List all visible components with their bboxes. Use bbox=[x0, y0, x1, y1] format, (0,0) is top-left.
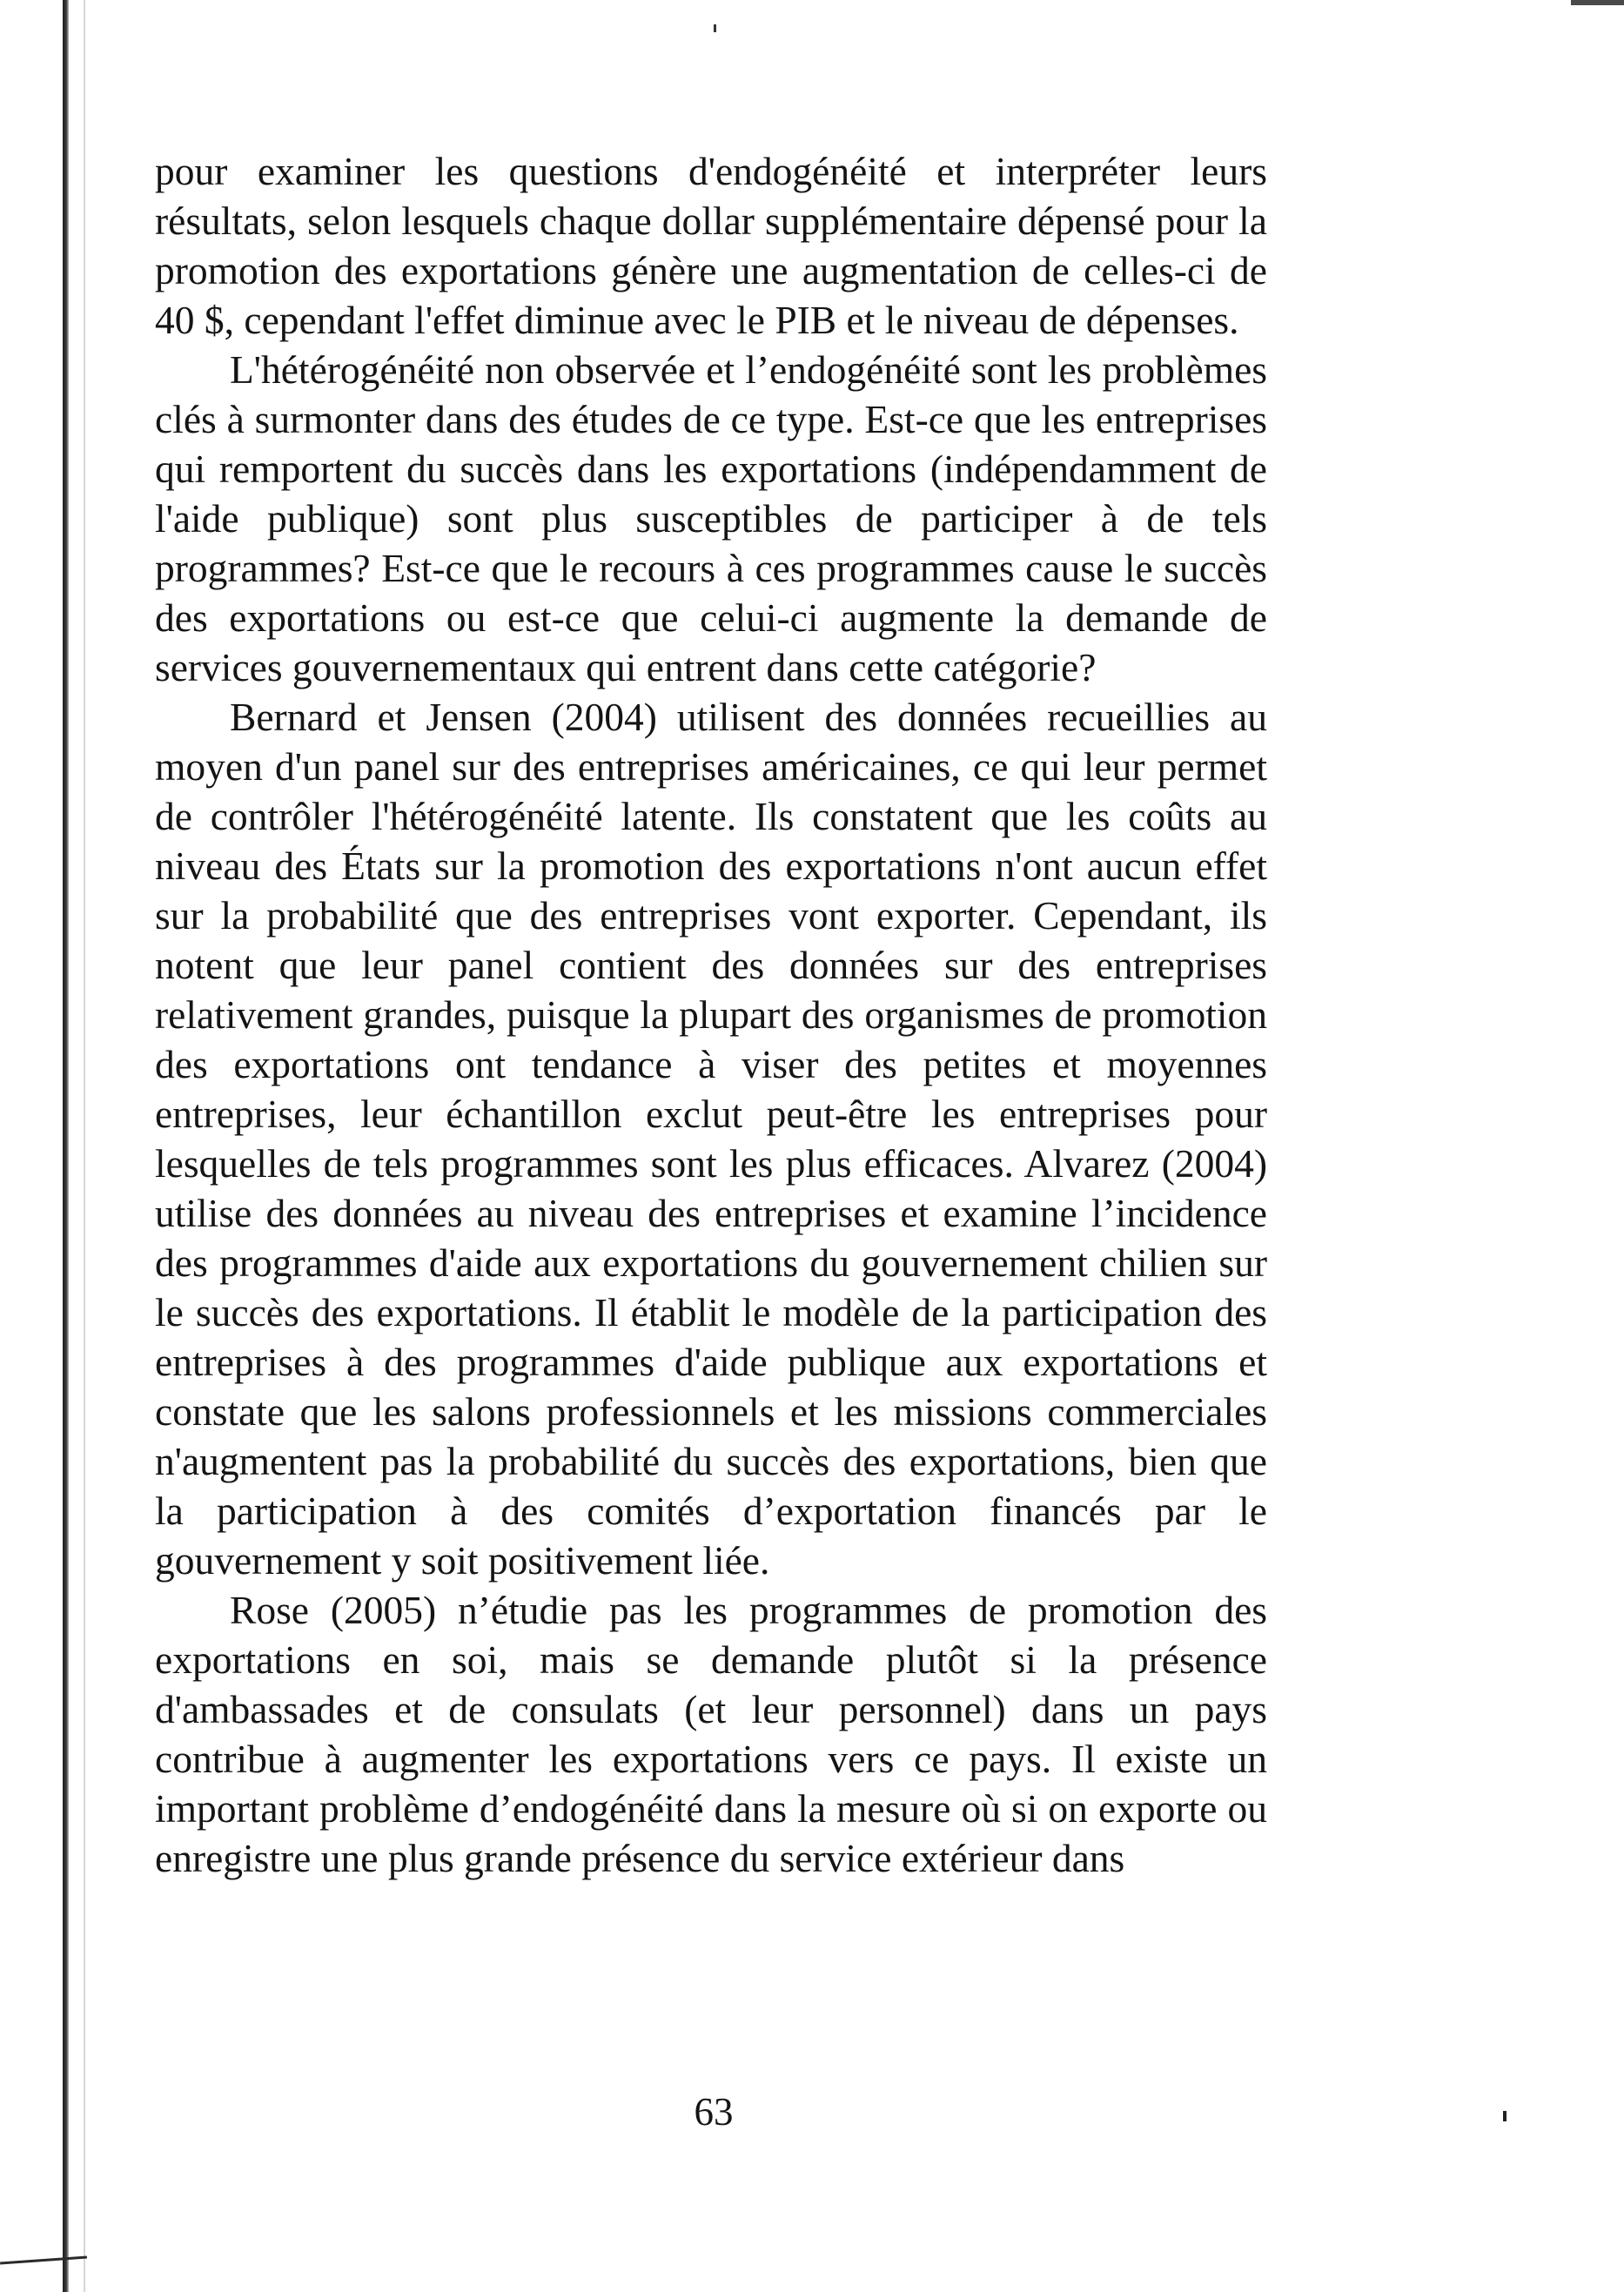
corner-mark bbox=[0, 2256, 87, 2265]
binding-shadow bbox=[84, 0, 85, 2292]
paragraph: Bernard et Jensen (2004) utilisent des données recueillies au moyen d'un panel sur des entreprises américaines, ce qui leur permet de contrôler l'hétérogénéité latente. Ils constatent que les coûts au niveau des États sur la promotion des exportations n'ont aucun effet sur la probabilité que des entreprises vont exporter. Cependant, ils notent que leur panel contient des données sur des entreprises relativement grandes, puisque la plupart des organismes de promotion des exportations ont tendance à viser des petites et moyennes entreprises, leur échantillon exclut peut-être les entreprises pour lesquelles de tels programmes sont les plus efficaces. Alvarez (2004) utilise des données au niveau des entreprises et examine l’incidence des programmes d'aide aux exportations du gouvernement chilien sur le succès des exportations. Il établit le modèle de la participation des entreprises à des programmes d'aide publique aux exportations et constate que les salons professionnels et les missions commerciales n'augmentent pas la probabilité du succès des exportations, bien que la participation à des comités d’exportation financés par le gouvernement y soit positivement liée. bbox=[155, 695, 1267, 1583]
scan-edge-mark bbox=[1571, 0, 1624, 5]
paragraph: Rose (2005) n’étudie pas les programmes de promotion des exportations en soi, mais se demande plutôt si la présence d'ambassades et de consulats (et leur personnel) dans un pays contribue à augmenter les exportations vers ce pays. Il existe un important problème d’endogénéité dans la mesure où si on exporte ou enregistre une plus grande présence du service extérieur dans bbox=[155, 1588, 1267, 1880]
scan-speck bbox=[1503, 2111, 1507, 2121]
paragraph: L'hétérogénéité non observée et l’endogénéité sont les problèmes clés à surmonter dans des études de ce type. Est-ce que les entreprises qui remportent du succès dans les exportations (indépendamment de l'aide publique) sont plus susceptibles de participer à de tels programmes? Est-ce que le recours à ces programmes cause le succès des exportations ou est-ce que celui-ci augmente la demande de services gouvernementaux qui entrent dans cette catégorie? bbox=[155, 347, 1267, 689]
page-number: 63 bbox=[694, 2090, 734, 2134]
body-text bbox=[155, 146, 1267, 1883]
paragraph: pour examiner les questions d'endogénéité et interpréter leurs résultats, selon lesquels chaque dollar supplémentaire dépensé pour la promotion des exportations génère une augmentation de celles-ci de 40 $, cependant l'effet diminue avec le PIB et le niveau de dépenses. bbox=[155, 149, 1267, 342]
scan-speck bbox=[714, 24, 716, 32]
binding-edge bbox=[63, 0, 69, 2292]
